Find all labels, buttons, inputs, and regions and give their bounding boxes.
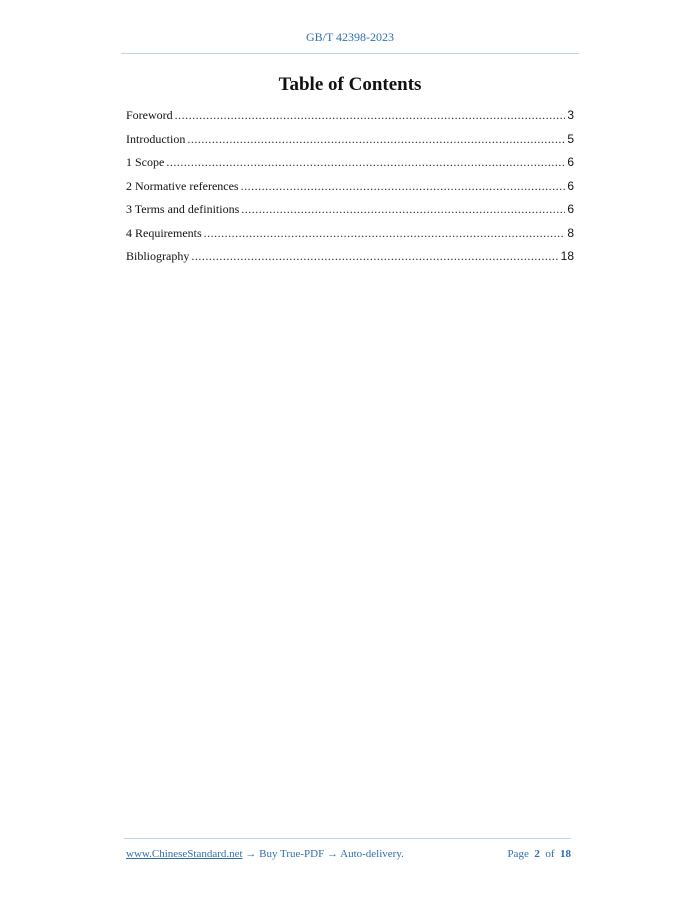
toc-entry-page: 3: [567, 108, 574, 122]
page-number: [507, 848, 571, 860]
toc-title: Table of Contents: [278, 74, 422, 95]
toc-entry-page: 6: [567, 202, 574, 216]
footer-promo: [126, 848, 404, 860]
toc-entry-scope[interactable]: [126, 155, 574, 179]
toc-entry-label: Foreword: [126, 108, 173, 122]
toc-leader-dots: [241, 202, 565, 217]
page-header: [0, 30, 700, 45]
toc-entry-introduction[interactable]: [126, 132, 574, 156]
toc-entry-foreword[interactable]: [126, 108, 574, 132]
toc-entry-normative-references[interactable]: [126, 179, 574, 203]
buy-true-pdf-text: Buy True-PDF: [259, 848, 325, 860]
toc-leader-dots: [187, 132, 565, 147]
header-divider: [121, 53, 579, 54]
toc-entry-label: 3 Terms and definitions: [126, 202, 240, 216]
toc-leader-dots: [175, 108, 566, 123]
toc-leader-dots: [191, 249, 558, 264]
toc-entry-terms-and-definitions[interactable]: [126, 202, 574, 226]
toc-entry-label: 1 Scope: [126, 155, 165, 169]
site-link[interactable]: www.ChineseStandard.net: [126, 848, 243, 860]
standard-code: GB/T 42398-2023: [305, 30, 395, 44]
arrow-right-icon: →: [242, 848, 260, 860]
toc-entry-page: 6: [567, 178, 574, 193]
total-pages: 18: [560, 848, 571, 860]
arrow-right-icon: →: [324, 848, 341, 860]
toc-leader-dots: [166, 155, 565, 170]
toc-entry-label: 2 Normative references: [126, 178, 239, 193]
table-of-contents: [126, 108, 574, 273]
toc-entry-page: 8: [567, 225, 574, 240]
toc-leader-dots: [241, 179, 566, 194]
toc-entry-bibliography[interactable]: [126, 249, 574, 273]
toc-entry-label: Bibliography: [126, 249, 190, 263]
toc-entry-page: 18: [560, 249, 574, 263]
toc-entry-label: Introduction: [126, 131, 186, 146]
toc-entry-page: 6: [567, 155, 574, 169]
page-label: Page: [507, 848, 529, 860]
toc-entry-requirements[interactable]: [126, 226, 574, 250]
toc-leader-dots: [204, 226, 566, 241]
page-of-label: of: [545, 848, 555, 860]
auto-delivery-text: Auto-delivery.: [340, 848, 404, 860]
toc-entry-page: 5: [567, 131, 574, 146]
current-page: 2: [534, 848, 540, 860]
toc-entry-label: 4 Requirements: [126, 225, 202, 240]
footer-divider: [124, 838, 571, 839]
